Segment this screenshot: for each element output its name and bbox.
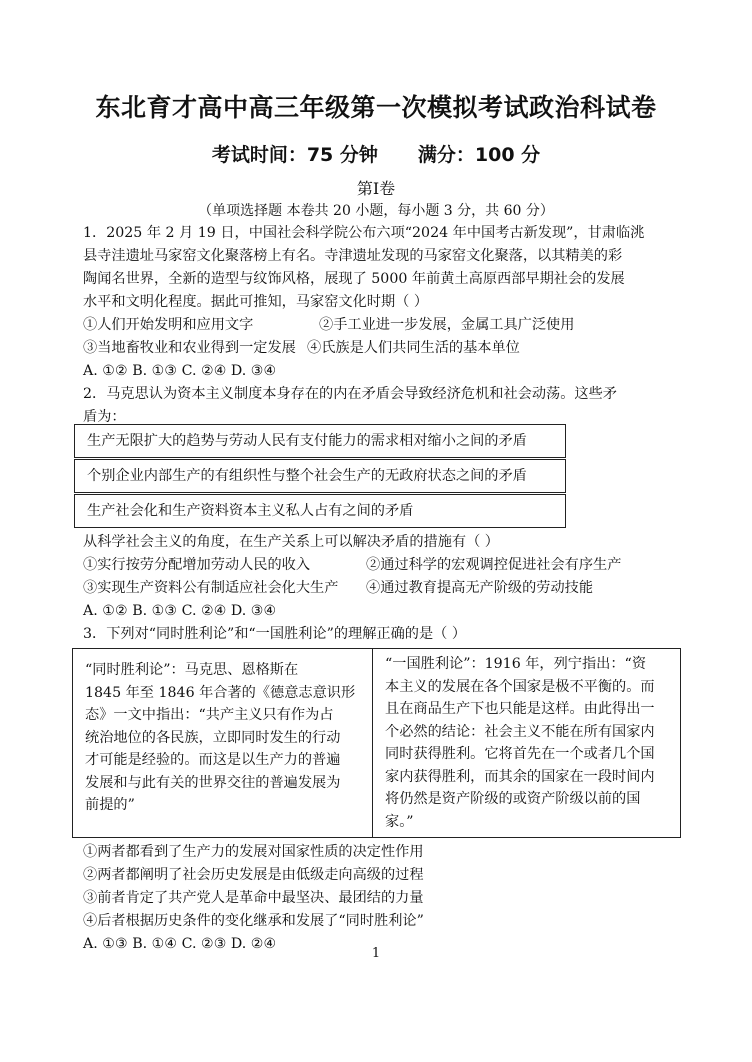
- q3-right-line-6: 家内获得胜利，而其余的国家在一段时间内: [385, 768, 655, 785]
- q3-left-line-6: 发展和与此有关的世界交往的普遍发展为: [85, 774, 341, 791]
- q3-right-line-1: “一国胜利论”：1916 年，列宁指出：“资: [385, 656, 647, 672]
- q3-quote-table: [72, 648, 681, 838]
- q1-option-1: ①人们开始发明和应用文字: [83, 317, 254, 333]
- q3-option-3: ③前者肯定了共产党人是革命中最坚决、最团结的力量: [83, 890, 424, 906]
- q3-right-line-2: 本主义的发展在各个国家是极不平衡的。而: [385, 678, 655, 695]
- q2-box-2: 个别企业内部生产的有组织性与整个社会生产的无政府状态之间的矛盾: [74, 459, 566, 493]
- q2-option-1: ①实行按劳分配增加劳动人民的收入: [83, 557, 311, 573]
- q3-left-line-7: 前提的”: [85, 797, 135, 813]
- q3-option-1: ①两者都看到了生产力的发展对国家性质的决定性作用: [83, 844, 424, 860]
- q3-left-line-1: “同时胜利论”：马克思、恩格斯在: [85, 662, 299, 678]
- q1-stem-line-2: 县寺洼遗址马家窑文化聚落榜上有名。寺津遗址发现的马家窑文化聚落，以其精美的彩: [83, 248, 623, 264]
- q1-choices: A. ①② B. ①③ C. ②④ D. ③④: [83, 363, 277, 379]
- q3-choices: A. ①③ B. ①④ C. ②③ D. ②④: [83, 936, 277, 952]
- page-number: 1: [371, 946, 381, 961]
- q1-stem-line-4: 水平和文明化程度。据此可推知，马家窑文化时期（ ）: [83, 294, 429, 310]
- q2-box-1: 生产无限扩大的趋势与劳动人民有支付能力的需求相对缩小之间的矛盾: [74, 424, 566, 458]
- q3-right-line-3: 且在商品生产下也只能是这样。由此得出一: [385, 701, 655, 717]
- q1-option-2: ②手工业进一步发展，金属工具广泛使用: [319, 317, 575, 333]
- q3-quote-one-country-victory: [373, 649, 680, 837]
- q3-option-4: ④后者根据历史条件的变化继承和发展了“同时胜利论”: [83, 913, 424, 929]
- q1-stem-line-1: 1．2025 年 2 月 19 日，中国社会科学院公布六项“2024 年中国考古新发现”，甘肃临洮: [83, 225, 645, 241]
- q3-right-line-4: 个必然的结论：社会主义不能在所有国家内: [385, 723, 655, 740]
- full-score: 满分：100 分: [417, 144, 541, 166]
- exam-time: 考试时间：75 分钟: [211, 144, 378, 166]
- q3-quote-simultaneous-victory: [73, 649, 373, 837]
- q3-left-line-3: 态》一文中指出：“共产主义只有作为占: [85, 707, 334, 723]
- q3-left-line-2: 1845 年至 1846 年合著的《德意志意识形: [85, 684, 356, 701]
- q2-option-2: ②通过科学的宏观调控促进社会有序生产: [366, 557, 622, 573]
- q2-box-3: 生产社会化和生产资料资本主义私人占有之间的矛盾: [74, 494, 566, 528]
- q2-stem-line-1: 2．马克思认为资本主义制度本身存在的内在矛盾会导致经济危机和社会动荡。这些矛: [83, 386, 617, 402]
- q3-left-line-5: 才可能是经验的。而这是以生产力的普遍: [85, 752, 341, 768]
- q2-option-4: ④通过教育提高无产阶级的劳动技能: [366, 580, 594, 596]
- exam-title: 东北育才高中高三年级第一次模拟考试政治科试卷: [95, 93, 657, 122]
- exam-meta: [0, 140, 752, 167]
- q3-option-2: ②两者都阐明了社会历史发展是由低级走向高级的过程: [83, 867, 424, 883]
- q3-right-line-8: 家。”: [385, 813, 414, 830]
- q2-stem-line-3: 从科学社会主义的角度，在生产关系上可以解决矛盾的措施有（ ）: [83, 534, 499, 550]
- q3-right-line-5: 同时获得胜利。它将首先在一个或者几个国: [385, 746, 655, 762]
- q1-stem-line-3: 陶闻名世界，全新的造型与纹饰风格，展现了 5000 年前黄土高原西部早期社会的发展: [83, 271, 625, 287]
- q3-left-line-4: 统治地位的各民族，立即同时发生的行动: [85, 729, 341, 746]
- q2-stem-line-2: 盾为：: [83, 409, 126, 425]
- q1-option-3: ③当地畜牧业和农业得到一定发展: [83, 340, 296, 356]
- q1-option-4: ④氏族是人们共同生活的基本单位: [307, 340, 520, 356]
- q3-right-line-7: 将仍然是资产阶级的或资产阶级以前的国: [385, 791, 641, 807]
- q3-stem: 3．下列对“同时胜利论”和“一国胜利论”的理解正确的是（ ）: [83, 626, 467, 642]
- q2-choices: A. ①② B. ①③ C. ②④ D. ③④: [83, 603, 277, 619]
- section-heading: 第Ⅰ卷: [356, 179, 396, 198]
- section-note: （单项选择题 本卷共 20 小题，每小题 3 分，共 60 分）: [198, 203, 554, 219]
- q2-option-3: ③实现生产资料公有制适应社会化大生产: [83, 580, 339, 596]
